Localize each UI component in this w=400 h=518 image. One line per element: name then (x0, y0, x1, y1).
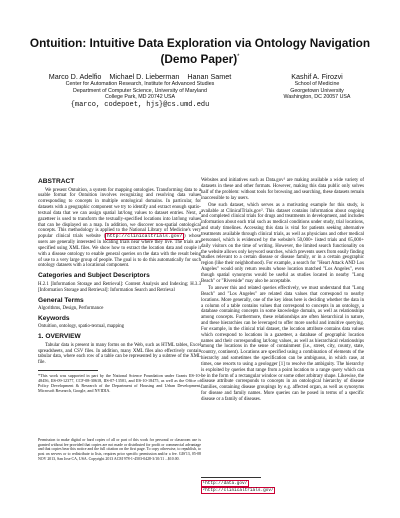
affiliation-line: Center for Automation Research, Institute for Advanced Studies (65, 81, 215, 87)
data-gov-link[interactable]: ¹http://data.gov/ (202, 481, 248, 486)
affiliation-line: College Park, MD 20742 USA (104, 94, 176, 101)
affiliation-line: Georgetown University (290, 87, 344, 94)
footnote-data-gov[interactable] (201, 480, 364, 487)
author-group-georgetown (262, 72, 372, 101)
footnote-clinicaltrials[interactable] (201, 487, 364, 494)
title-line-2: (Demo Paper) (160, 51, 238, 66)
categories-text: H.2.1 [Information Storage and Retrieval]: Content Analysis and Indexing; H.3.3 [Information Storage and Retrieval]: Information Search and Retrieval (38, 281, 201, 293)
right-column (201, 178, 364, 404)
title-line-1: Ontuition: Intuitive Data Exploration via Ontology Navigation (29, 36, 371, 50)
clinicaltrials-link[interactable]: http://clinicaltrials.gov/ (106, 234, 183, 240)
overview-text: Tabular data is present in many forms on the Web, such as HTML tables, Excel spreadsheets, and CSV files. In addition, many XML files also effectively contain tabular data, where each row of a table can be represented by a subtree of the XML file. (38, 342, 201, 366)
keywords-heading: Keywords (38, 314, 70, 322)
author-names: Kashif A. Firozvi (291, 72, 343, 81)
footnote-divider (201, 477, 261, 478)
paragraph: One such dataset, which serves as a motivating example for this study, is available at ClinicalTrials.gov². This dataset contains information about ongoing and completed clinical trials for drugs and treatments in development, and includes information about each trial such as medical conditions under study, trial locations, and study timelines. Accessing this data is vital for patients seeking alternative treatments available through clinical trials, as well as physicians and other medical personnel, which is evidenced by the website's 50,000+ listed trials and 65,000+ daily visitors on the time of writing. However, the limited search functionality on the website allows only keyword searches, which prevents users from easily finding studies relevant to a certain disease or disease family, or in a certain geographic region (like their neighborhood). For example, a search for "Heart Attack AND Los Angeles" would only return results whose location matched "Los Angeles", even though spatial synonyms would be useful as studies located in nearby "Long Beach" or "Riverside" may also be acceptable. (201, 202, 364, 284)
permission-notice: Permission to make digital or hard copies of all or part of this work for personal or classroom use is granted without fee provided that copies are not made or distributed for profit or commercial advantage and that copies bear this notice and the full citation on the first page. To copy otherwise, to republish, to post on servers or to redistribute to lists, requires prior specific permission and/or a fee. GIS'13, 05-08 NOV 2013, San Jose CA, USA. Copyright 2013 ACM 978-1-4503-0428-3/10/11 ...$10.00. (38, 438, 201, 461)
general-terms-text: Algorithms, Design, Performance (38, 306, 104, 311)
categories-heading: Categories and Subject Descriptors (38, 272, 150, 280)
general-terms-heading: General Terms (38, 296, 84, 304)
paragraph: Websites and initiatives such as Data.gov¹ are making available a wide variety of datasets in these and other formats. However, making this data public only solves half of the problem: without tools for browsing and searching, these datasets remain inaccessible to lay users. (201, 178, 364, 201)
affiliation-line: Washington, DC 20057 USA (283, 94, 351, 101)
left-column (38, 178, 201, 393)
author-names: Marco D. Adelfio Michael D. Lieberman Hanan Samet (48, 72, 232, 81)
funding-footnote: *This work was supported in part by the National Science Foundation under Grants IIS-10-48456, IIS-09-12377, CCF-08-30618, IIS-07-13501, and IIS-10-18475, as well as the Office of Policy Development & Research of the Department of Housing and Urban Development, Microsoft Research, Google, and NVIDIA. (38, 373, 201, 394)
abstract-text: We present Ontuition, a system for mapping ontologies. Transforming data to a usable format for Ontuition involves recognizing and resolving data values corresponding to concepts in multiple ontological domains. In particular, for datasets with a geographic component we try to identify and extract enough spatio-textual data that we can assign spatial lat/long values to dataset entries. Next, a gazetteer is used to transform the textually-specified locations into lat/long values that can be displayed on a map. In addition, we discover non-spatial ontological concepts. This methodology is applied to the National Library of Medicine's very popular clinical trials website ( http://clinicaltrials.gov/ ) whose users are generally interested in locating trials near where they live. The trials are specified using XML files. We show how to extract the location data and couple it with a disease ontology to enable general queries on the data with the result being of use to a very large group of people. The goal is to do this automatically for such ontology datasets with a locational component. (38, 187, 201, 269)
keywords-text: Ontuition, ontology, spatio-textual, mapping (38, 324, 125, 330)
affiliation-line: School of Medicine (294, 81, 340, 87)
paper-title (0, 36, 400, 66)
abstract-heading: ABSTRACT (38, 178, 75, 185)
title-footnote-mark: * (237, 54, 240, 60)
paragraph: To answer this and related queries effectively, we must understand that "Long Beach" and "Los Angeles" are related data values that correspond to nearby locations. More generally, one of the key ideas here is deciding whether the data in a column of a table contains values that correspond to concepts in an ontology, a database containing concepts in some knowledge domain, as well as relationships among concepts. Furthermore, these relationships are often hierarchical in nature, and these hierarchies can be leveraged to offer more useful and intuitive querying. For example, in the clinical trial dataset, the location attribute contains data values which correspond to locations in a gazetteer, a database of geographic location names and their corresponding lat/long values, as well as hierarchical relationships among the locations in the sense of containment (i.e., street, city, county, state, country, continent). Locations are specified using a combination of elements of the hierarchy and sometimes the specification can be ambiguous, in which case, at times, one resorts to using a geologger [1] to resolve the ambiguity. The hierarchy is exploited by queries that range from a point location to a range query which can be in the form of a rectangular window or some other arbitrary shape. Likewise, the disease attribute corresponds to concepts in an ontological hierarchy of disease families, containing disease groupings by e.g. affected organ, as well as synonyms for disease and family names. More queries can be posed in terms of a specific disease or a family of diseases. (201, 285, 364, 402)
affiliation-line: Department of Computer Science, University of Maryland (73, 87, 207, 94)
footnote-divider (38, 370, 98, 371)
author-email: {marco, codepoet, hjs}@cs.umd.edu (70, 101, 210, 110)
overview-heading: 1. OVERVIEW (38, 333, 81, 341)
clinicaltrials-footnote-link[interactable]: ²http://clinicaltrials.gov/ (202, 487, 274, 493)
author-group-umd (30, 72, 250, 110)
url-footnotes (201, 477, 364, 493)
